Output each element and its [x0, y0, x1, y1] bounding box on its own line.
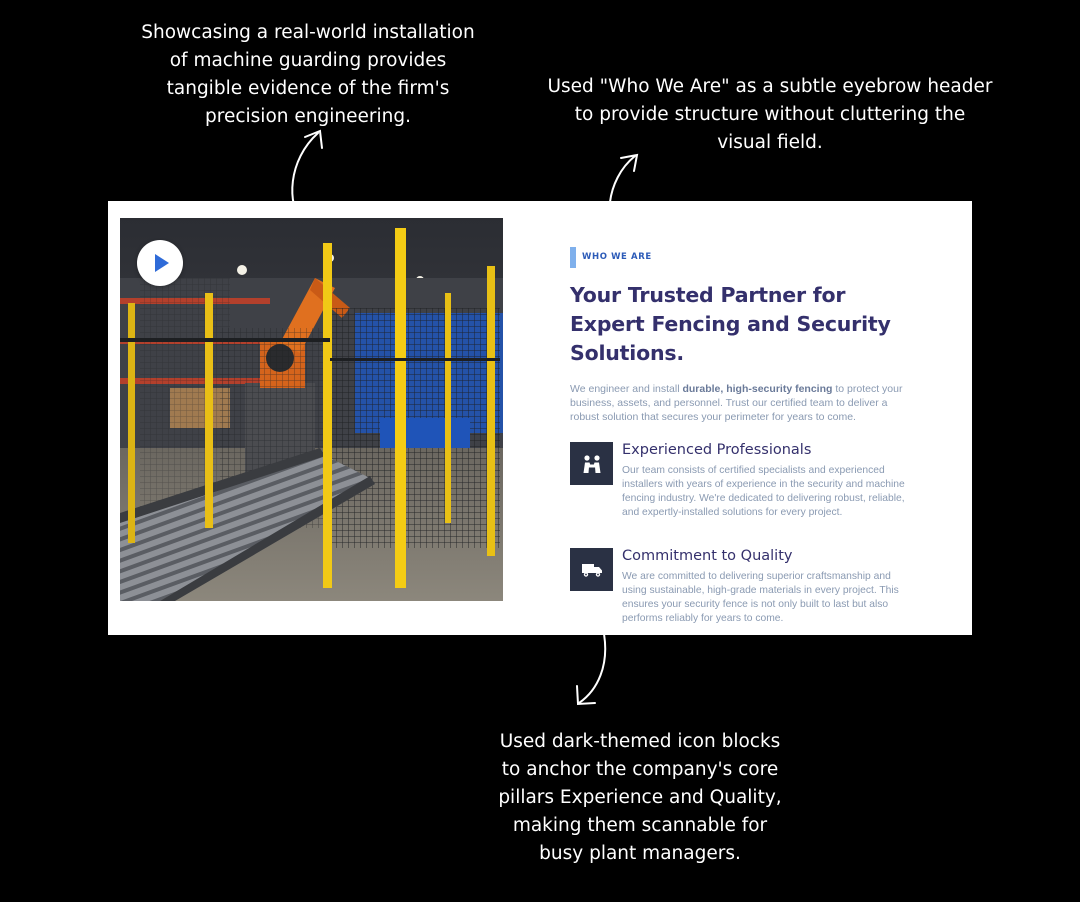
team-icon — [570, 442, 613, 485]
eyebrow-header — [570, 246, 910, 268]
website-section-mockup — [108, 201, 972, 635]
play-video-button[interactable] — [137, 240, 183, 286]
delivery-truck-icon — [570, 548, 613, 591]
section-heading: Your Trusted Partner for Expert Fencing and Security Solutions. — [570, 283, 891, 365]
annotation-photo-note: Showcasing a real-world installation of machine guarding provides tangible evidence of the firm's precision engineering. — [141, 22, 475, 127]
intro-text-end: to protect your business, assets, and personnel. Trust our certified team to deliver a robust solution that secures your perimeter for years to come. — [570, 383, 903, 424]
installation-photo — [120, 218, 503, 601]
intro-text-start: We engineer and install — [570, 383, 683, 395]
annotation-eyebrow-note: Used "Who We Are" as a subtle eyebrow header to provide structure without cluttering the visual field. — [547, 76, 993, 153]
feature-title: Experienced Professionals — [622, 442, 812, 458]
play-icon — [155, 254, 169, 272]
eyebrow-text: WHO WE ARE — [582, 252, 652, 262]
who-we-are-content — [570, 246, 910, 625]
arrow-to-icons-icon — [579, 634, 605, 703]
intro-paragraph — [570, 382, 910, 425]
eyebrow-accent-bar — [570, 247, 576, 268]
intro-highlight: durable, high-security fencing — [682, 383, 833, 395]
arrow-to-eyebrow-icon — [610, 156, 635, 202]
annotation-icons-note: Used dark-themed icon blocks to anchor the company's core pillars Experience and Quality, making them scannable for busy plant managers. — [498, 731, 782, 864]
feature-description: Our team consists of certified specialists and experienced installers with years of experience in the security and machine fencing industry. We're dedicated to delivering robust, reliable, and expertly-installed solutions for every project. — [622, 465, 905, 519]
feature-description: We are committed to delivering superior craftsmanship and using sustainable, high-grade materials in every project. This ensures your security fence is not only built to last but also performs reliably for years to come. — [622, 571, 899, 625]
feature-title: Commitment to Quality — [622, 548, 793, 564]
